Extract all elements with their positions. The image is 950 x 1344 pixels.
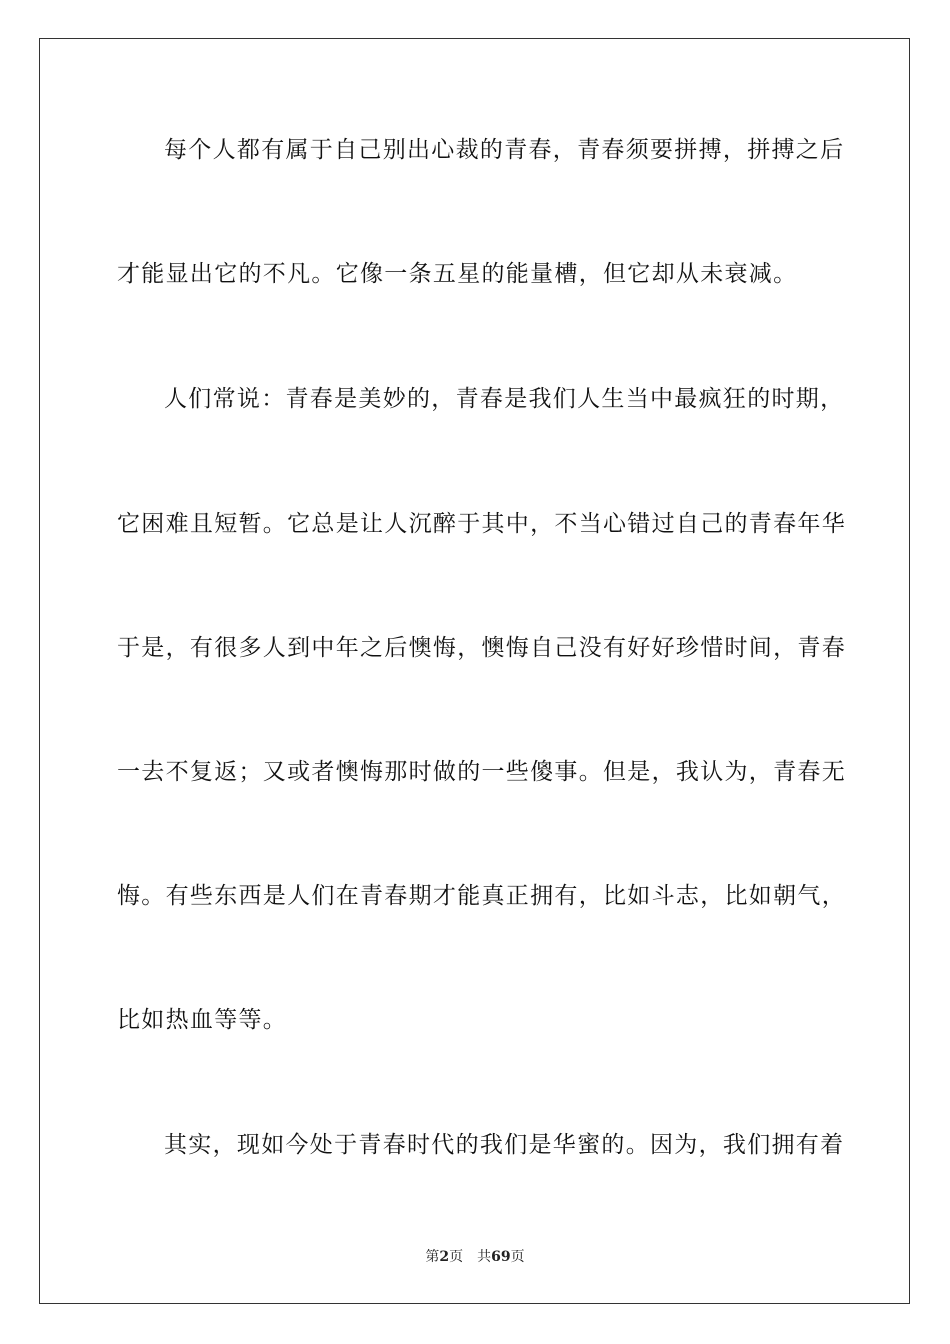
footer-total-prefix: 共 (477, 1249, 492, 1265)
paragraph-1-line-1: 每个人都有属于自己别出心裁的青春，青春须要拼搏，拼搏之后 (164, 137, 845, 163)
footer-page-number: 2 (439, 1249, 450, 1265)
footer-page-suffix: 页 (449, 1249, 464, 1265)
footer-total-pages: 69 (491, 1249, 511, 1265)
paragraph-2-line-6: 比如热血等等。 (117, 1007, 288, 1033)
paragraph-2-line-5: 悔。有些东西是人们在青春期才能真正拥有，比如斗志，比如朝气， (117, 883, 846, 909)
paragraph-2-line-4: 一去不复返；又或者懊悔那时做的一些傻事。但是，我认为，青春无 (117, 759, 846, 785)
page-footer (0, 1246, 950, 1266)
paragraph-2-line-1: 人们常说：青春是美妙的，青春是我们人生当中最疯狂的时期， (164, 386, 845, 412)
footer-total-suffix: 页 (510, 1249, 525, 1265)
paragraph-2-line-3: 于是，有很多人到中年之后懊悔，懊悔自己没有好好珍惜时间，青春 (117, 635, 846, 661)
paragraph-3-line-1: 其实，现如今处于青春时代的我们是华蜜的。因为，我们拥有着 (164, 1132, 845, 1158)
paragraph-1-line-2: 才能显出它的不凡。它像一条五星的能量槽，但它却从未衰减。 (117, 261, 798, 287)
page-frame (39, 38, 910, 1304)
footer-page-prefix: 第 (425, 1249, 440, 1265)
paragraph-2-line-2: 它困难且短暂。它总是让人沉醉于其中，不当心错过自己的青春年华 (117, 511, 846, 537)
